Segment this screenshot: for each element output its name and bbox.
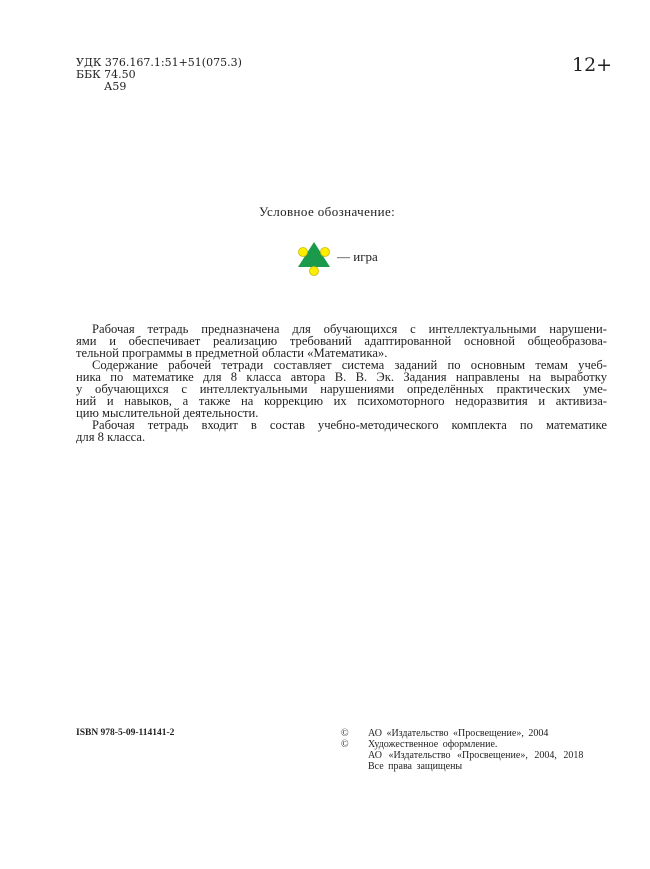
description-line: Рабочая тетрадь предназначена для обучающихся с интеллектуальными нарушени- — [92, 322, 607, 336]
description-line: ями и обеспечивает реализацию требований адаптированной основной общеобразова- — [76, 334, 607, 348]
description-line: Рабочая тетрадь входит в состав учебно-методического комплекта по математике — [92, 418, 607, 432]
udk-code: УДК 376.167.1:51+51(075.3) — [76, 56, 242, 69]
age-rating: 12+ — [572, 54, 613, 76]
copyright-icon: © — [341, 728, 349, 739]
description-line: у обучающихся с интеллектуальными нарушениями определённых практических уме- — [76, 382, 607, 396]
description-line: Содержание рабочей тетради составляет система заданий по основным темам учеб- — [92, 358, 607, 372]
game-icon — [295, 240, 333, 278]
description-line: цию мыслительной деятельности. — [76, 406, 259, 420]
copyright-line: АО «Издательство «Просвещение», 2004, 2018 — [368, 750, 584, 761]
legend-title: Условное обозначение: — [259, 204, 396, 219]
legend-label: — игра — [337, 249, 378, 264]
description-line: ний и навыков, а также на коррекцию их психомоторного недоразвития и активиза- — [76, 394, 607, 408]
description-line: тельной программы в предметной области «Математика». — [76, 346, 388, 360]
author-code: А59 — [104, 80, 127, 93]
description-line: ника по математике для 8 класса автора В. В. Эк. Задания направлены на выработку — [76, 370, 607, 384]
isbn: ISBN 978-5-09-114141-2 — [76, 728, 175, 738]
copyright-line: Все права защищены — [368, 761, 463, 772]
bbk-code: ББК 74.50 — [76, 68, 136, 81]
copyright-icon: © — [341, 739, 349, 750]
description-line: для 8 класса. — [76, 430, 146, 444]
copyright-line: АО «Издательство «Просвещение», 2004 — [368, 728, 549, 739]
copyright-line: Художественное оформление. — [368, 739, 498, 750]
